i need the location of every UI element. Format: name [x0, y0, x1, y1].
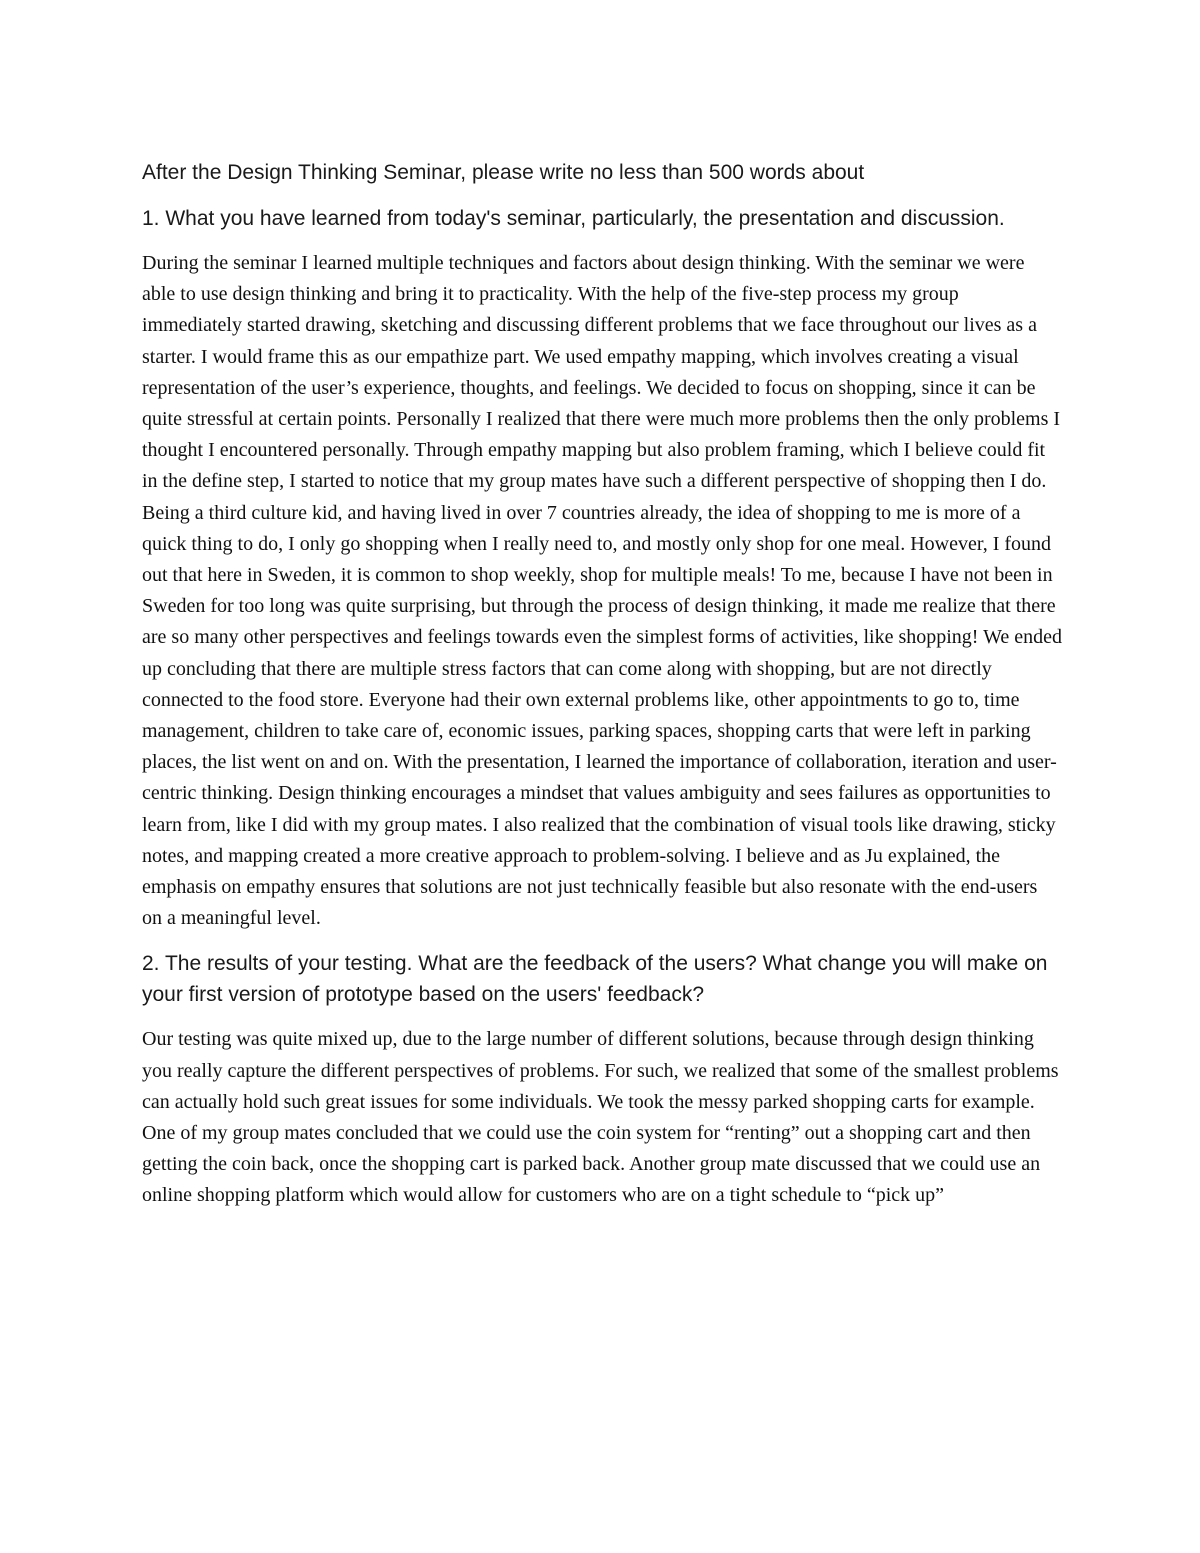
document-body: [142, 157, 1062, 1226]
question-1: 1. What you have learned from today's seminar, particularly, the presentation and discussion.: [142, 207, 1005, 230]
assignment-intro: After the Design Thinking Seminar, please write no less than 500 words about: [142, 161, 865, 184]
answer-1: During the seminar I learned multiple techniques and factors about design thinking. With the seminar we were able to use design thinking and bring it to practicality. With the help of the five-step process my group immediately started drawing, sketching and discussing different problems that we face throughout our lives as a starter. I would frame this as our empathize part. We used empathy mapping, which involves creating a visual representation of the user’s experience, thoughts, and feelings. We decided to focus on shopping, since it can be quite stressful at certain points. Personally I realized that there were much more problems then the only problems I thought I encountered personally. Through empathy mapping but also problem framing, which I believe could fit in the define step, I started to notice that my group mates have such a different perspective of shopping then I do. Being a third culture kid, and having lived in over 7 countries already, the idea of shopping to me is more of a quick thing to do, I only go shopping when I really need to, and mostly only shop for one meal. However, I found out that here in Sweden, it is common to shop weekly, shop for multiple meals! To me, because I have not been in Sweden for too long was quite surprising, but through the process of design thinking, it made me realize that there are so many other perspectives and feelings towards even the simplest forms of activities, like shopping! We ended up concluding that there are multiple stress factors that can come along with shopping, but are not directly connected to the food store. Everyone had their own external problems like, other appointments to go to, time management, children to take care of, economic issues, parking spaces, shopping carts that were left in parking places, the list went on and on. With the presentation, I learned the importance of collaboration, iteration and user-centric thinking. Design thinking encourages a mindset that values ambiguity and sees failures as opportunities to learn from, like I did with my group mates. I also realized that the combination of visual tools like drawing, sticky notes, and mapping created a more creative approach to problem-solving. I believe and as Ju explained, the emphasis on empathy ensures that solutions are not just technically feasible but also resonate with the end-users on a meaningful level.: [142, 252, 1062, 930]
question-2: 2. The results of your testing. What are the feedback of the users? What change you will make on your first version of prototype based on the users' feedback?: [142, 952, 1048, 1007]
answer-2: Our testing was quite mixed up, due to the large number of different solutions, because through design thinking you really capture the different perspectives of problems. For such, we realized that some of the smallest problems can actually hold such great issues for some individuals. We took the messy parked shopping carts for example. One of my group mates concluded that we could use the coin system for “renting” out a shopping cart and then getting the coin back, once the shopping cart is parked back. Another group mate discussed that we could use an online shopping platform which would allow for customers who are on a tight schedule to “pick up”: [142, 1028, 1059, 1207]
